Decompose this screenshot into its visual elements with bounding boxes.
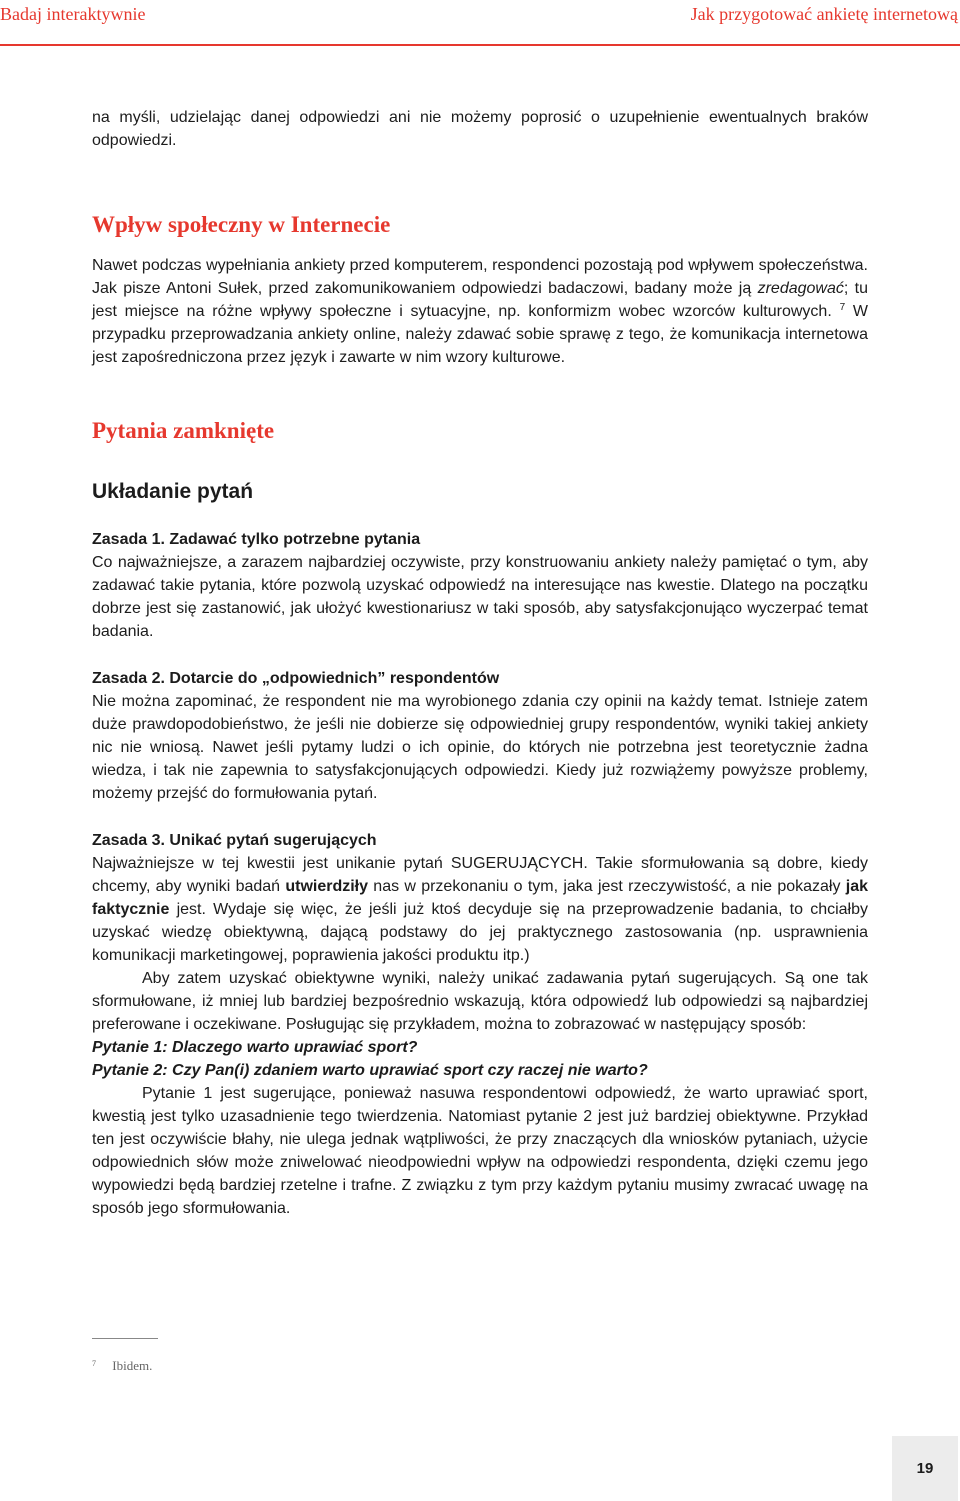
rule-2-title: Zasada 2. Dotarcie do „odpowiednich” respondentów bbox=[92, 670, 500, 687]
example-question-2: Pytanie 2: Czy Pan(i) zdaniem warto uprawiać sport czy raczej nie warto? bbox=[92, 1062, 648, 1079]
rule-3-paragraph-3: Pytanie 1 jest sugerujące, ponieważ nasuwa respondentowi odpowiedź, że warto uprawiać sport, kwestią jest tylko uzasadnienie tego twierdzenia. Natomiast pytanie 2 jest już bardziej obiektywne. Przykład ten jest oczywiście błahy, nie ulega jednak wątpliwości, że przy znaczących dla wniosków pytaniach, użycie odpowiednich słów może zniwelować nieodpowiedni wpływ na odpowiedzi respondenta, dzięki czemu jego wypowiedzi będą bardziej rzetelne i trafne. Z związku z tym przy każdym pytaniu musimy zwracać uwagę na sposób jego sformułowania. bbox=[92, 1085, 868, 1217]
rule-1-text: Co najważniejsze, a zarazem najbardziej oczywiste, przy konstruowaniu ankiety należy pamiętać o tym, aby zadawać takie pytania, które pozwolą uzyskać odpowiedź na interesujące nas kwestie. Dlatego na początku dobrze jest się zastanowić, jak ułożyć kwestionariusz w taki sposób, aby satysfakcjonująco wyczerpać temat badania. bbox=[92, 554, 868, 640]
page-number: 19 bbox=[892, 1436, 958, 1501]
example-question-1: Pytanie 1: Dlaczego warto uprawiać sport? bbox=[92, 1039, 418, 1056]
footnote-ref[interactable]: 7 bbox=[839, 302, 846, 313]
section-title-social-influence: Wpływ społeczny w Internecie bbox=[92, 212, 391, 237]
rule-2-text: Nie można zapominać, że respondent nie ma wyrobionego zdania czy opinii na każdy temat. Istnieje zatem duże prawdopodobieństwo, że jeśli nie dobierze się odpowiedniej grupy respondentów, wyniki takiej ankiety nic nie wniosą. Nawet jeśli pytamy ludzi o ich opinie, do których nie potrzebna jest teoretycznie żadna wiedza, i tak nie zapewnia to satysfakcjonujących odpowiedzi. Kiedy już rozwiążemy powyższe problemy, możemy przejść do formułowania pytań. bbox=[92, 693, 868, 802]
footnote-separator bbox=[92, 1338, 158, 1339]
footnote-text: Ibidem. bbox=[112, 1358, 153, 1373]
footnote-number: 7 bbox=[92, 1359, 96, 1368]
rule-3-title: Zasada 3. Unikać pytań sugerujących bbox=[92, 832, 377, 849]
social-influence-paragraph: Nawet podczas wypełniania ankiety przed komputerem, respondenci pozostają pod wpływem społeczeństwa. Jak pisze Antoni Sułek, przed zakomunikowaniem odpowiedzi badaczowi, badany może ją zredagować; tu jest miejsce na różne wpływy społeczne i sytuacyjne, np. konformizm wobec wzorców kulturowych. $^7$ W przypadku przeprowadzania ankiety online, należy zdawać sobie sprawę z tego, że komunikacja internetowa jest zapośredniczona przez język i zawarte w nim wzory kulturowe. bbox=[92, 257, 869, 366]
footnote bbox=[92, 1358, 152, 1374]
bold-phrase-jak-faktycznie: jak faktycznie bbox=[92, 878, 868, 918]
rule-3-paragraph-2: Aby zatem uzyskać obiektywne wyniki, należy unikać zadawania pytań sugerujących. Są one tak sformułowane, iż mniej lub bardziej bezpośrednio wskazują, która odpowiedź lub odpowiedzi są najbardziej preferowane i oczekiwane. Posługując się przykładem, można to zobrazować w następujący sposób: bbox=[92, 970, 868, 1033]
bold-word-utwierdzily: utwierdziły bbox=[285, 878, 369, 895]
rule-1-title: Zasada 1. Zadawać tylko potrzebne pytania bbox=[92, 531, 421, 548]
rule-3-paragraph-1: Najważniejsze w tej kwestii jest unikanie pytań SUGERUJĄCYCH. Takie sformułowania są dobre, kiedy chcemy, aby wyniki badań utwierdziły nas w przekonaniu o tym, jaka jest rzeczywistość, a nie pokazały jak faktycznie jest. Wydaje się więc, że jeśli już ktoś decyduje się na przeprowadzenie badania, to chciałby uzyskać wiedzę obiektywną, dającą podstawy do jej praktycznego zastosowania (np. usprawnienia komunikacji marketingowej, poprawienia jakości produktu itp.) bbox=[92, 855, 868, 964]
header-right-title: Jak przygotować ankietę internetową bbox=[690, 4, 958, 24]
page-content bbox=[92, 106, 868, 1220]
subsection-title-question-ordering: Układanie pytań bbox=[92, 480, 254, 503]
header-left-title: Badaj interaktywnie bbox=[0, 4, 146, 24]
intro-paragraph: na myśli, udzielając danej odpowiedzi ani nie możemy poprosić o uzupełnienie ewentualnych braków odpowiedzi. bbox=[92, 109, 868, 149]
emphasis-word: zredagować bbox=[757, 280, 844, 297]
section-title-closed-questions: Pytania zamknięte bbox=[92, 418, 275, 443]
header-rule bbox=[0, 44, 960, 46]
